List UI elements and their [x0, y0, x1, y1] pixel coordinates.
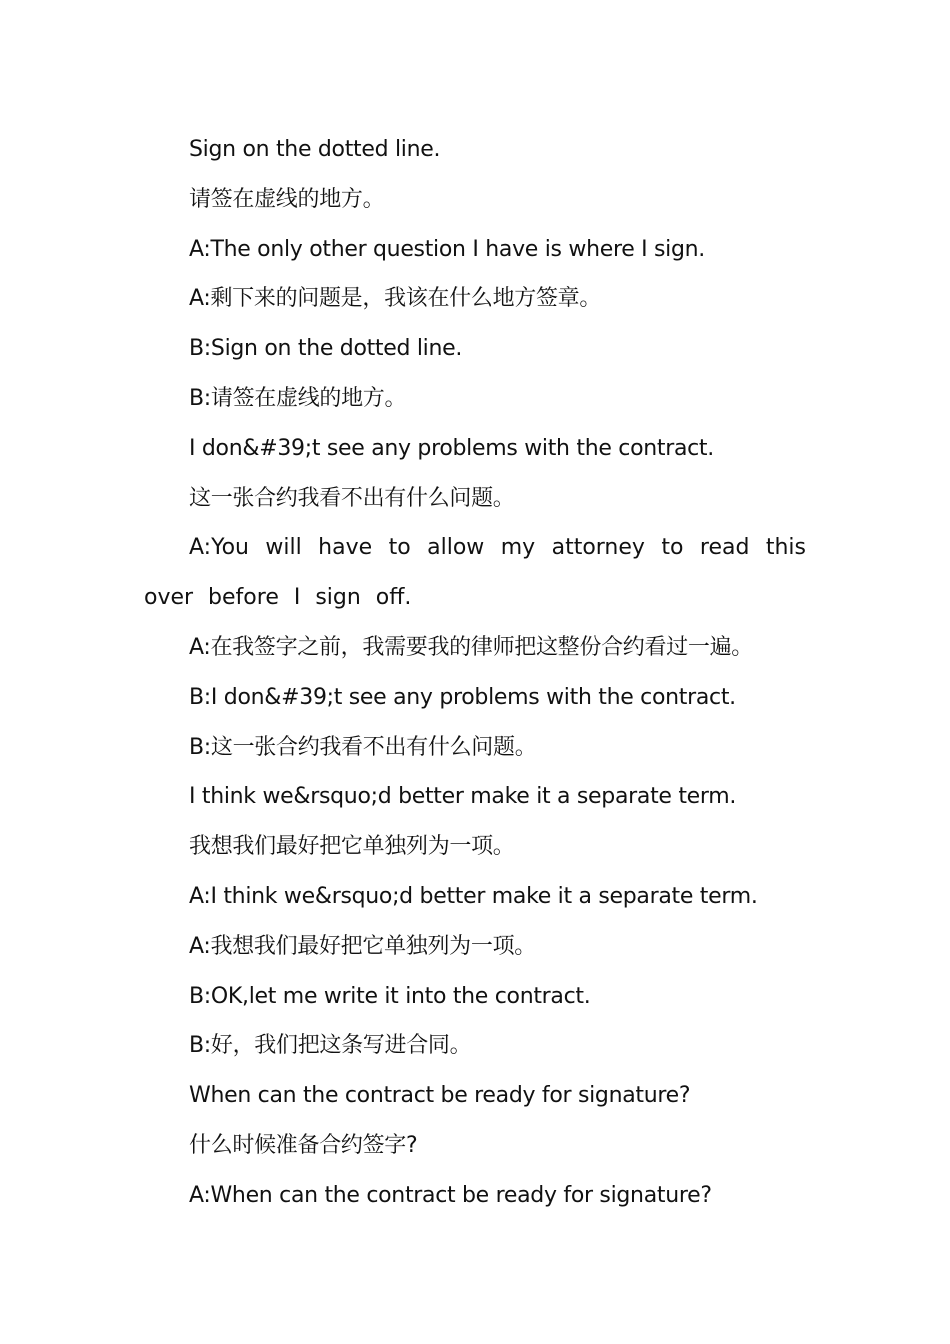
paragraph: 我想我们最好把它单独列为一项。 — [189, 834, 515, 860]
paragraph: A:I think we&rsquo;d better make it a separate term. — [189, 883, 758, 909]
paragraph: When can the contract be ready for signature? — [189, 1083, 691, 1109]
paragraph: Sign on the dotted line. — [189, 137, 441, 162]
paragraph: B:这一张合约我看不出有什么问题。 — [189, 734, 537, 760]
paragraph: 这一张合约我看不出有什么问题。 — [189, 485, 515, 511]
paragraph: B:OK,let me write it into the contract. — [189, 983, 591, 1009]
paragraph: 请签在虚线的地方。 — [189, 186, 385, 212]
paragraph: 什么时候准备合约签字? — [189, 1132, 418, 1158]
paragraph: A:在我签字之前，我需要我的律师把这整份合约看过一遍。 — [189, 634, 753, 660]
paragraph: A:剩下来的问题是，我该在什么地方签章。 — [189, 286, 602, 312]
paragraph: B:Sign on the dotted line. — [189, 336, 463, 362]
paragraph: A:The only other question I have is where I sign. — [189, 236, 705, 262]
document-body — [144, 125, 806, 1221]
paragraph: B:请签在虚线的地方。 — [189, 385, 407, 411]
paragraph: A:When can the contract be ready for signature? — [189, 1182, 712, 1208]
paragraph: B:好，我们把这条写进合同。 — [189, 1033, 472, 1059]
paragraph: B:I don&#39;t see any problems with the contract. — [189, 684, 736, 710]
paragraph: I think we&rsquo;d better make it a separate term. — [189, 784, 737, 810]
paragraph: I don&#39;t see any problems with the contract. — [189, 435, 714, 461]
paragraph: A:我想我们最好把它单独列为一项。 — [189, 933, 536, 959]
paragraph: A:You will have to allow my attorney to read this over before I sign off. — [144, 535, 806, 611]
